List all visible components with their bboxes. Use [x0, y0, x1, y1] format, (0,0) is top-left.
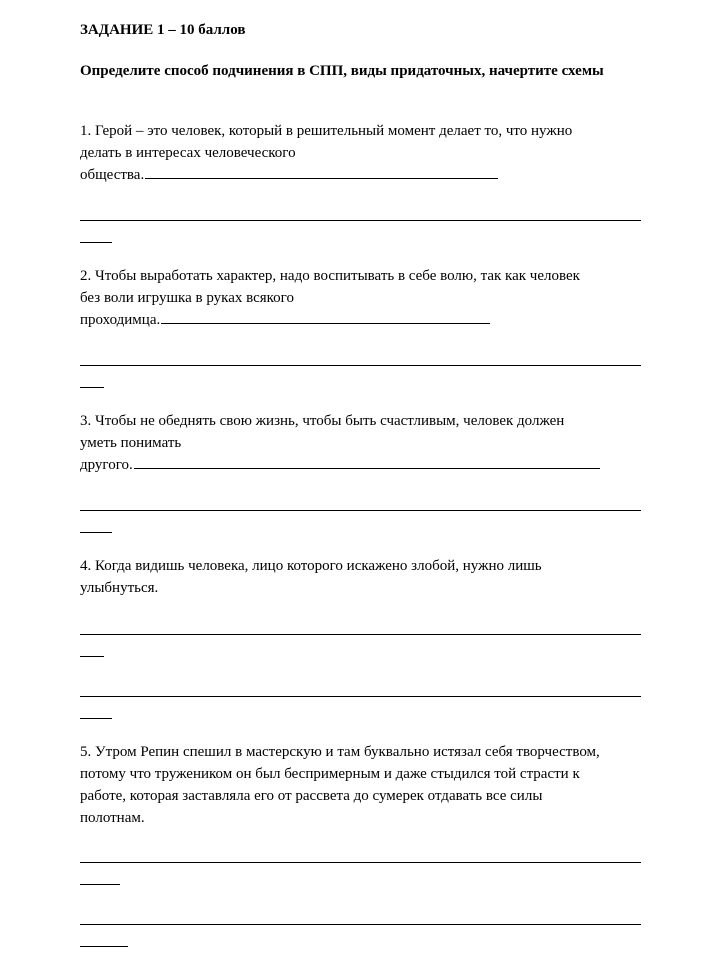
sentence-1-line-1: 1. Герой – это человек, который в решительный момент делает то, что нужно [80, 123, 573, 139]
answer-line-stub[interactable] [80, 946, 128, 947]
sentence-2-line-2: без воли игрушка в руках всякого [80, 290, 294, 306]
sentence-4 [80, 555, 642, 599]
answer-line[interactable] [80, 862, 641, 863]
worksheet-page [80, 0, 642, 965]
sentence-1-line-3 [80, 164, 642, 186]
answer-underline[interactable] [145, 177, 498, 179]
sentence-3 [80, 410, 642, 476]
answer-line[interactable] [80, 220, 641, 221]
sentence-2-line-3 [80, 309, 642, 331]
sentence-5-line-1: 5. Утром Репин спешил в мастерскую и там буквально истязал себя творчеством, [80, 744, 600, 760]
sentence-5-line-4: полотнам. [80, 810, 145, 826]
sentence-4-line-1: 4. Когда видишь человека, лицо которого искажено злобой, нужно лишь [80, 558, 542, 574]
sentence-2-line-3-text: проходимца. [80, 312, 161, 328]
answer-line[interactable] [80, 365, 641, 366]
sentence-1-line-2: делать в интересах человеческого [80, 145, 296, 161]
sentence-3-line-2: уметь понимать [80, 435, 182, 451]
sentence-3-line-3-text: другого. [80, 457, 133, 473]
answer-line[interactable] [80, 924, 641, 925]
answer-line-stub[interactable] [80, 532, 112, 533]
sentence-4-line-2: улыбнуться. [80, 580, 159, 596]
answer-line-stub[interactable] [80, 387, 104, 388]
sentence-1 [80, 120, 642, 186]
answer-line-stub[interactable] [80, 656, 104, 657]
sentence-1-line-3-text: общества. [80, 167, 145, 183]
sentence-2-line-1: 2. Чтобы выработать характер, надо воспитывать в себе волю, так как человек [80, 268, 580, 284]
answer-line[interactable] [80, 510, 641, 511]
answer-line[interactable] [80, 696, 641, 697]
task-instruction: Определите способ подчинения в СПП, виды придаточных, начертите схемы [80, 63, 604, 79]
sentence-3-line-1: 3. Чтобы не обеднять свою жизнь, чтобы быть счастливым, человек должен [80, 413, 565, 429]
answer-underline[interactable] [134, 467, 600, 469]
sentence-3-line-3 [80, 454, 642, 476]
sentence-5-line-3: работе, которая заставляла его от рассвета до сумерек отдавать все силы [80, 788, 543, 804]
answer-line[interactable] [80, 634, 641, 635]
answer-line-stub[interactable] [80, 242, 112, 243]
sentence-2 [80, 265, 642, 331]
answer-line-stub[interactable] [80, 718, 112, 719]
answer-underline[interactable] [161, 322, 490, 324]
task-heading: ЗАДАНИЕ 1 – 10 баллов [80, 22, 246, 38]
sentence-5 [80, 741, 642, 829]
sentence-5-line-2: потому что тружеником он был беспримерным и даже стыдился той страсти к [80, 766, 580, 782]
answer-line-stub[interactable] [80, 884, 120, 885]
